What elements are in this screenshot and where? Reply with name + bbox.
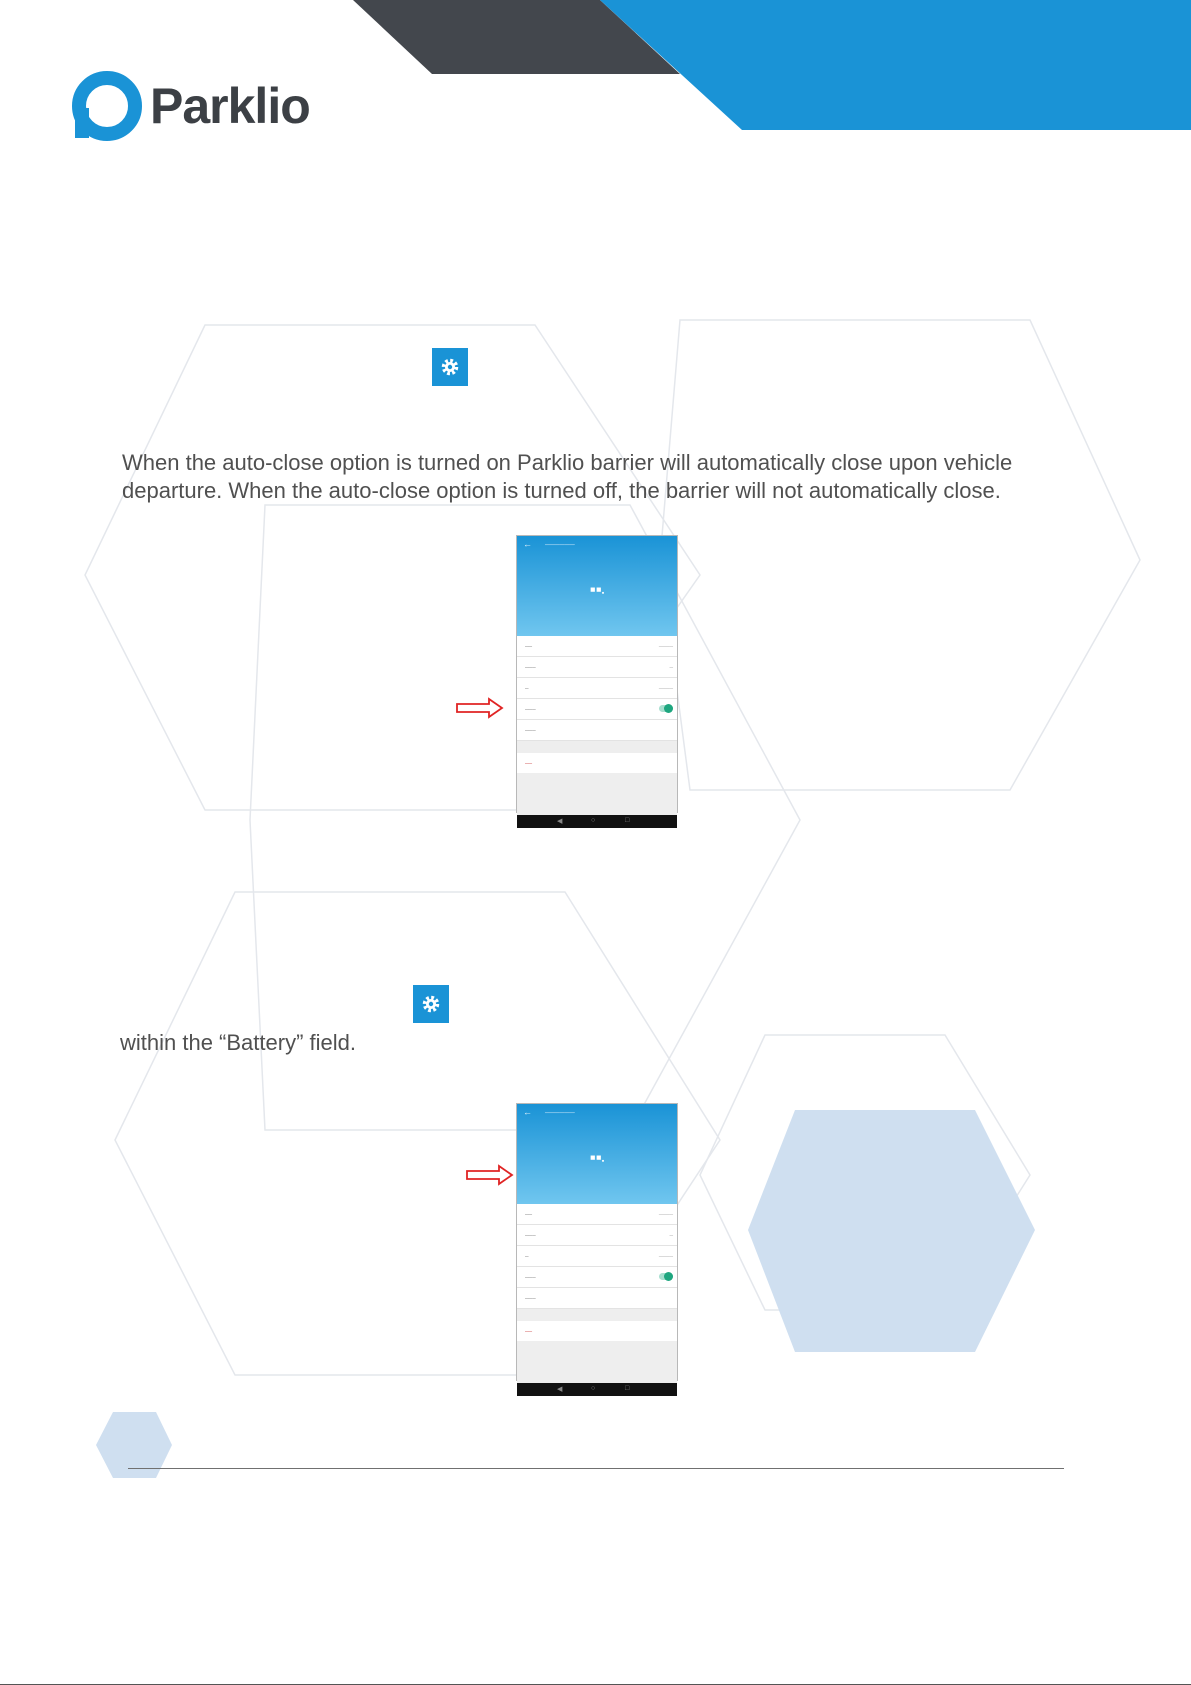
phone-row-remove: ── bbox=[525, 761, 533, 767]
hexagon-filled-large bbox=[748, 1110, 1035, 1352]
back-arrow-icon: ← bbox=[523, 539, 532, 549]
settings-gear-button bbox=[432, 348, 468, 386]
phone-screenshot-device-settings bbox=[516, 535, 678, 825]
battery-percentage-display: ▪▪▪ bbox=[589, 1148, 605, 1167]
phone-divider bbox=[517, 1309, 677, 1321]
phone-empty-area bbox=[517, 1341, 677, 1383]
gear-icon bbox=[420, 993, 442, 1015]
phone-empty-area bbox=[517, 773, 677, 815]
phone-nav-bar: ◀ ○ □ bbox=[517, 1383, 677, 1396]
settings-gear-button bbox=[413, 985, 449, 1023]
footer-divider bbox=[128, 1468, 1064, 1469]
phone-nav-bar: ◀ ○ □ bbox=[517, 815, 677, 828]
hexagon-outline bbox=[660, 320, 1140, 790]
phone-header bbox=[517, 536, 677, 636]
phone-row-auto-close: ─── bbox=[517, 699, 677, 720]
phone-divider bbox=[517, 741, 677, 753]
phone-screenshot-device-settings bbox=[516, 1103, 678, 1393]
toggle-switch-icon bbox=[659, 1273, 673, 1280]
phone-row-remove: ── bbox=[525, 1329, 533, 1335]
phone-row: ── ──── bbox=[517, 1204, 677, 1225]
phone-row: ─── ─ bbox=[517, 1225, 677, 1246]
phone-row-auto-close: ─── bbox=[517, 1267, 677, 1288]
red-outline-arrow-icon bbox=[456, 697, 504, 719]
phone-row: ── ──── bbox=[517, 636, 677, 657]
battery-description-line: within the “Battery” field. bbox=[120, 1030, 356, 1055]
phone-row: ─── bbox=[517, 1288, 677, 1309]
phone-row: ─ ──── bbox=[517, 678, 677, 699]
phone-row: ─── ─ bbox=[517, 657, 677, 678]
phone-title-placeholder: ────── bbox=[545, 542, 575, 549]
header-blue-band bbox=[600, 0, 1191, 130]
phone-title-placeholder: ────── bbox=[545, 1110, 575, 1117]
toggle-switch-icon bbox=[659, 705, 673, 712]
brand-logo-text: Parklio bbox=[150, 78, 310, 134]
phone-row: ─── bbox=[517, 720, 677, 741]
brand-logo-mark bbox=[75, 78, 135, 138]
auto-close-description-line-1: When the auto-close option is turned on Parklio barrier will automatically close upon vehicle bbox=[122, 450, 1013, 475]
phone-row: ─ ──── bbox=[517, 1246, 677, 1267]
auto-close-description-line-2: departure. When the auto-close option is turned off, the barrier will not automatically close. bbox=[122, 478, 1001, 503]
gear-icon bbox=[439, 356, 461, 378]
battery-percentage-display: ▪▪▪ bbox=[589, 580, 605, 599]
phone-header bbox=[517, 1104, 677, 1204]
red-outline-arrow-icon bbox=[466, 1164, 514, 1186]
back-arrow-icon: ← bbox=[523, 1107, 532, 1117]
